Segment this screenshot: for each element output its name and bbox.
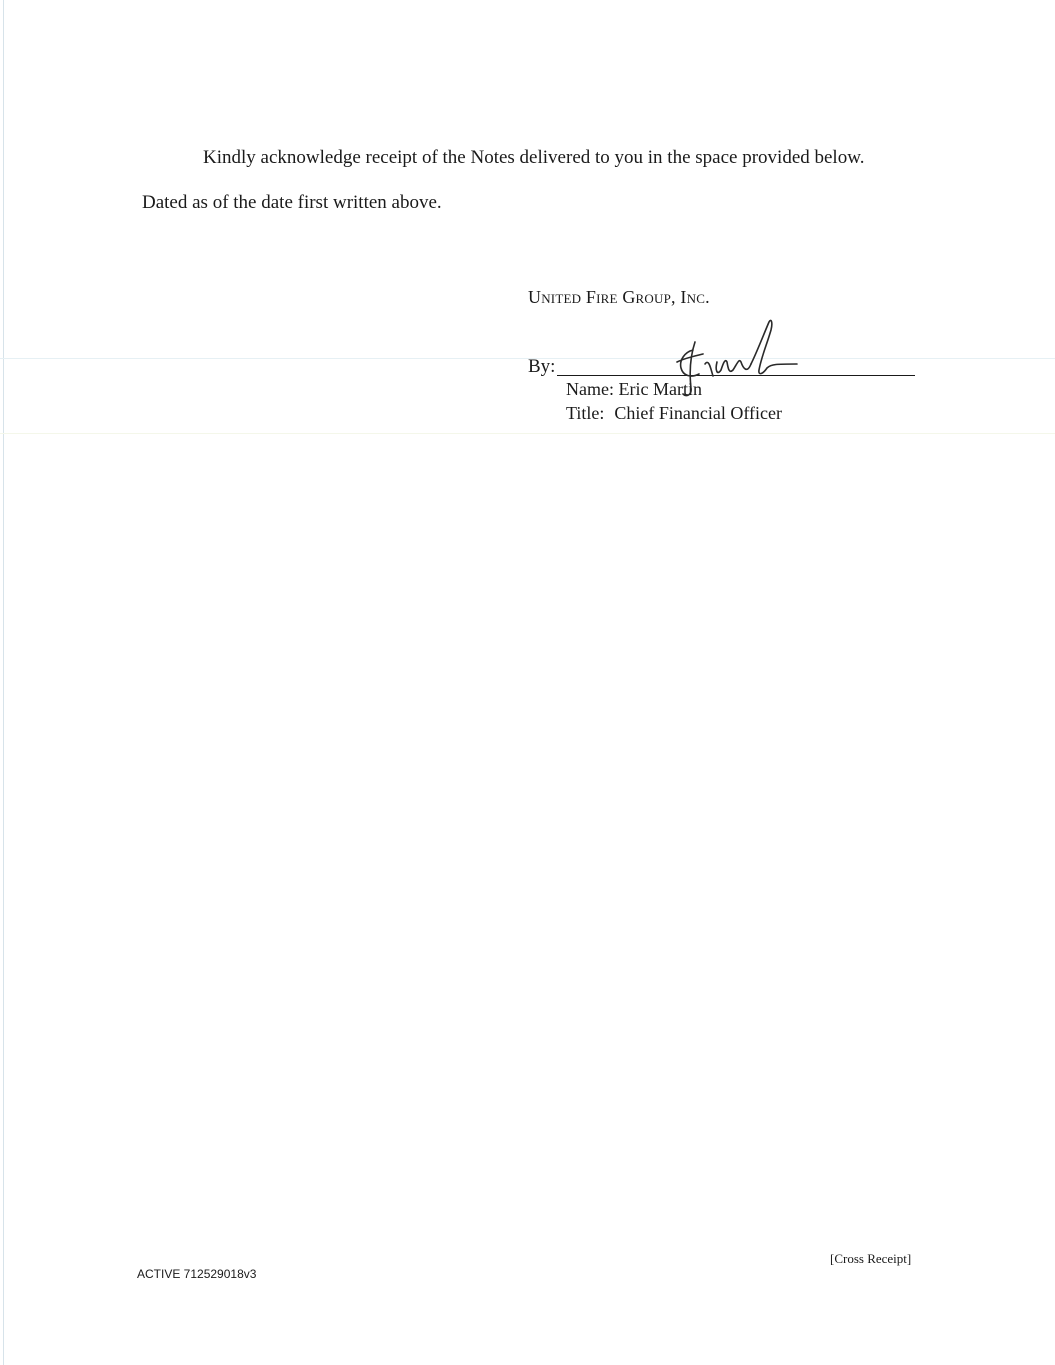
company-name: United Fire Group, Inc. xyxy=(528,287,710,307)
name-value: Eric Martin xyxy=(618,379,702,399)
document-id: ACTIVE 712529018v3 xyxy=(137,1267,257,1281)
acknowledge-paragraph: Kindly acknowledge receipt of the Notes delivered to you in the space provided below. xyxy=(203,147,865,168)
handwritten-signature xyxy=(655,318,805,403)
scan-artifact-line xyxy=(0,433,1055,434)
scan-edge xyxy=(3,0,4,1365)
name-label: Name: xyxy=(566,379,614,399)
title-value: Chief Financial Officer xyxy=(614,403,782,423)
title-label: Title: xyxy=(566,403,605,423)
by-label: By: xyxy=(528,356,556,377)
document-section-label: [Cross Receipt] xyxy=(830,1251,912,1266)
signer-title xyxy=(566,404,782,422)
dated-paragraph: Dated as of the date first written above. xyxy=(142,192,442,213)
